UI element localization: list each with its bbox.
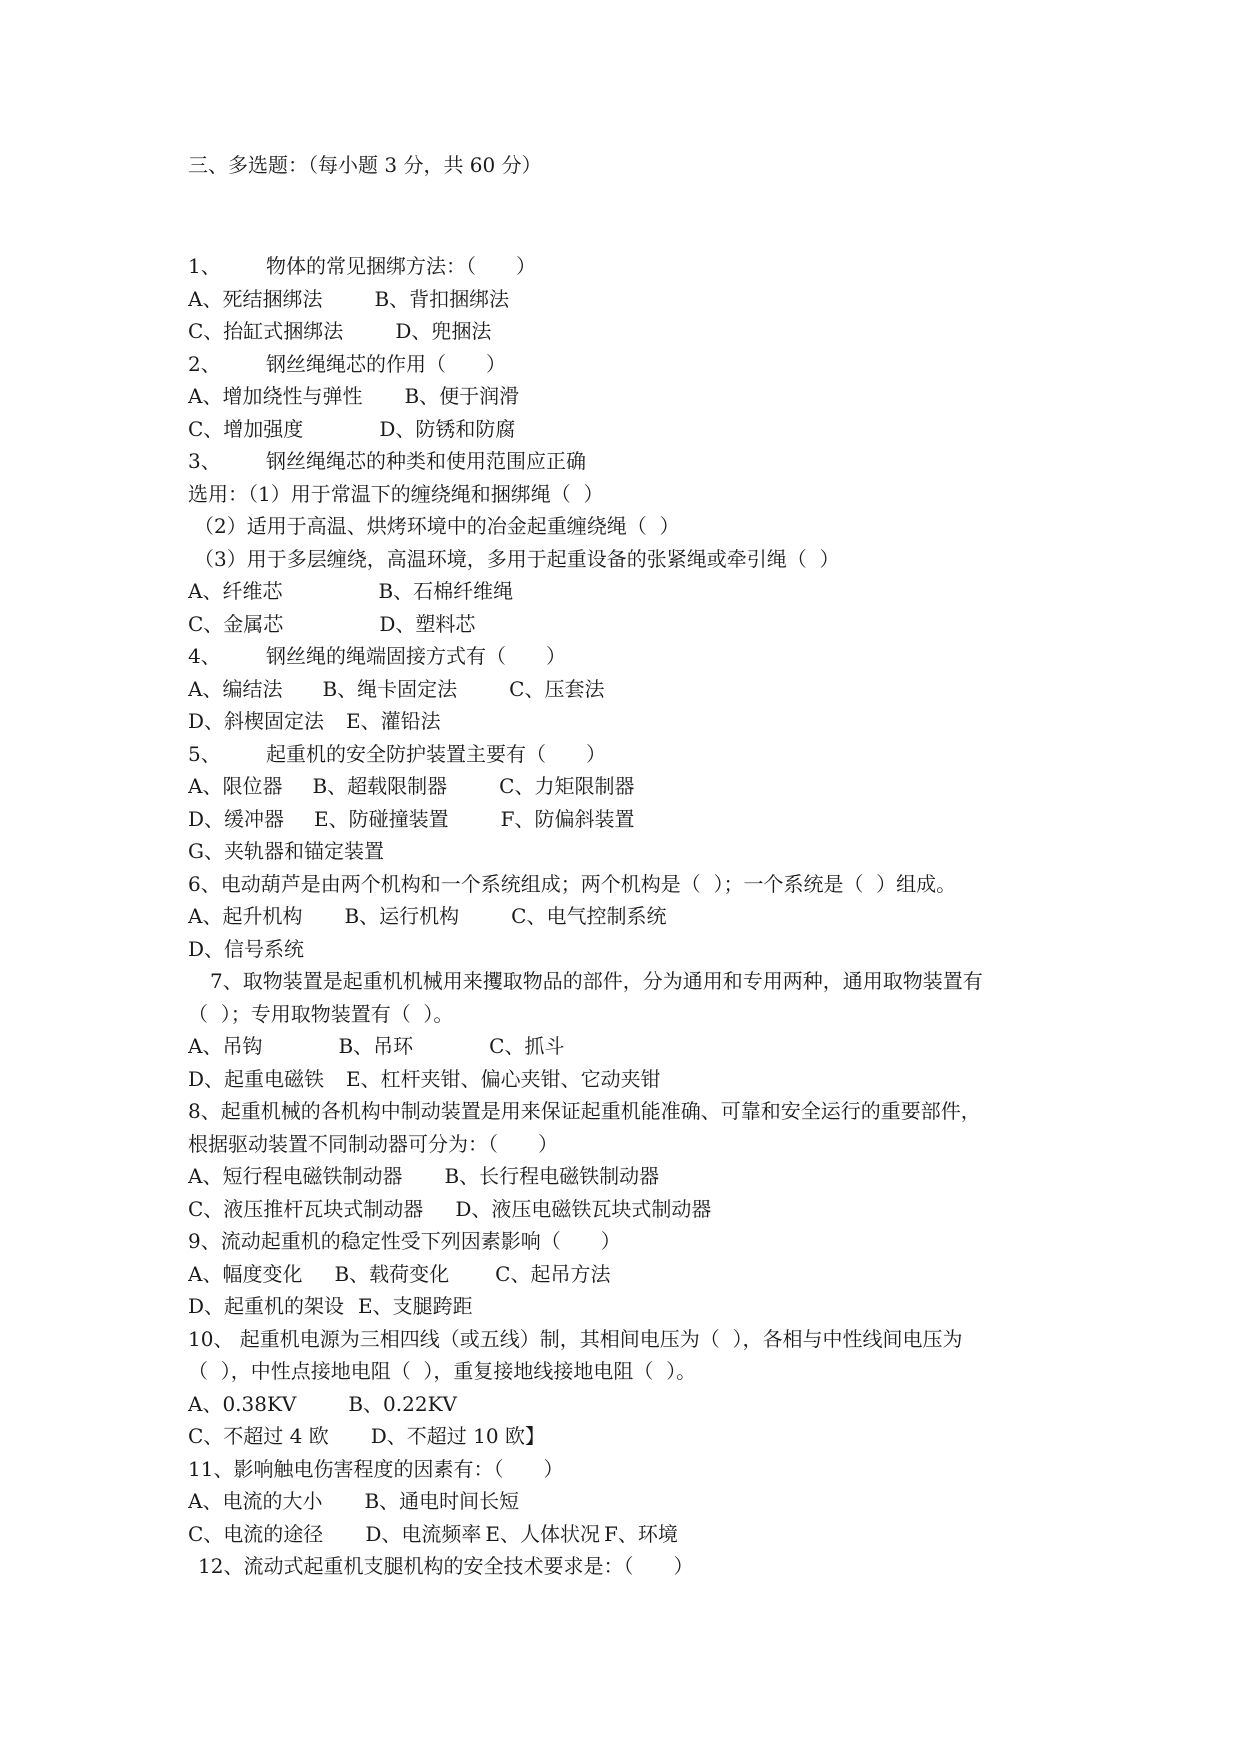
answer-option: D、缓冲器 xyxy=(188,806,285,831)
answer-option: D、塑料芯 xyxy=(379,611,476,636)
answer-options xyxy=(188,413,1068,446)
answer-option: D、电流频率 xyxy=(365,1521,482,1546)
question-text: 起重机的安全防护装置主要有（ ） xyxy=(266,741,606,766)
question-number: 3、 xyxy=(188,449,221,473)
answer-option: D、不超过 10 欧】 xyxy=(370,1424,545,1448)
answer-option: A、死结捆绑法 xyxy=(188,286,323,311)
answer-option: A、幅度变化 xyxy=(188,1261,303,1286)
text-line: 根据驱动装置不同制动器可分为：（ ） xyxy=(188,1131,558,1156)
answer-option: A、纤维芯 xyxy=(188,579,283,603)
answer-option: A、电流的大小 xyxy=(188,1489,323,1513)
answer-options xyxy=(188,575,1068,608)
question-stem xyxy=(188,738,1068,771)
answer-option: B、长行程电磁铁制动器 xyxy=(444,1164,660,1188)
answer-option: B、背扣捆绑法 xyxy=(374,286,510,311)
answer-options xyxy=(188,900,1068,933)
answer-option: E、支腿跨距 xyxy=(358,1294,473,1318)
answer-option: A、限位器 xyxy=(188,774,283,798)
text-line: 11、影响触电伤害程度的因素有：（ ） xyxy=(188,1456,564,1481)
answer-option: E、防碰撞装置 xyxy=(314,806,449,831)
question-text: 钢丝绳绳芯的作用（ ） xyxy=(266,351,506,376)
answer-options xyxy=(188,1518,1068,1551)
answer-options xyxy=(188,1160,1068,1193)
question-text: 物体的常见捆绑方法：（ ） xyxy=(266,254,536,278)
text-line: 8、起重机械的各机构中制动装置是用来保证起重机能准确、可靠和安全运行的重要部件， xyxy=(188,1099,981,1123)
answer-option: B、石棉纤维绳 xyxy=(378,579,514,603)
answer-options xyxy=(188,1030,1068,1063)
answer-options xyxy=(188,1258,1068,1291)
answer-options xyxy=(188,1420,1068,1453)
question-number: 1、 xyxy=(188,254,221,278)
answer-option: C、不超过 4 欧 xyxy=(188,1424,329,1448)
text-line: 选用：（1）用于常温下的缠绕绳和捆绑绳（ ） xyxy=(188,481,604,506)
question-text: 钢丝绳的绳端固接方式有（ ） xyxy=(266,644,566,668)
question-list xyxy=(188,250,1068,1583)
answer-options xyxy=(188,608,1068,641)
text-line: 7、取物装置是起重机机械用来攫取物品的部件，分为通用和专用两种，通用取物装置有 xyxy=(210,969,983,993)
answer-option: A、增加绕性与弹性 xyxy=(188,384,363,408)
question-number: 2、 xyxy=(188,351,221,376)
question-stem xyxy=(188,640,1068,673)
answer-option: C、电气控制系统 xyxy=(511,904,667,928)
answer-option: A、起升机构 xyxy=(188,904,303,928)
answer-options xyxy=(188,770,1068,803)
answer-option: C、电流的途径 xyxy=(188,1521,324,1546)
text-line: 10、 起重机电源为三相四线（或五线）制，其相间电压为（ ），各相与中性线间电压为 xyxy=(188,1326,963,1351)
answer-options xyxy=(188,1290,1068,1323)
answer-option: D、兜捆法 xyxy=(395,319,492,343)
question-number: 5、 xyxy=(188,741,221,766)
answer-option: C、起吊方法 xyxy=(495,1261,611,1286)
answer-option: D、液压电磁铁瓦块式制动器 xyxy=(455,1196,712,1221)
answer-options xyxy=(188,803,1068,836)
answer-option: C、压套法 xyxy=(509,676,605,701)
text-line: （3）用于多层缠绕，高温环境，多用于起重设备的张紧绳或牵引绳（ ） xyxy=(194,546,840,571)
answer-option: B、0.22KV xyxy=(348,1391,457,1416)
answer-option: E、人体状况 xyxy=(485,1521,600,1546)
text-line: 9、流动起重机的稳定性受下列因素影响（ ） xyxy=(188,1229,621,1253)
answer-option: D、起重机的架设 xyxy=(188,1294,345,1318)
answer-option: B、吊环 xyxy=(338,1034,414,1058)
answer-options xyxy=(188,283,1068,316)
answer-option: F、环境 xyxy=(603,1521,678,1546)
answer-option: C、抓斗 xyxy=(489,1034,565,1058)
answer-option: E、杠杆夹钳、偏心夹钳、它动夹钳 xyxy=(346,1066,661,1091)
section-heading: 三、多选题：（每小题 3 分，共 60 分） xyxy=(188,153,542,177)
answer-option: A、0.38KV xyxy=(188,1391,297,1416)
text-line: 6、电动葫芦是由两个机构和一个系统组成；两个机构是（ ）；一个系统是（ ）组成。 xyxy=(188,871,957,896)
answer-option: E、灌铅法 xyxy=(346,709,441,733)
answer-option: B、便于润滑 xyxy=(404,384,520,408)
answer-option: C、金属芯 xyxy=(188,611,284,636)
answer-option: C、液压推杆瓦块式制动器 xyxy=(188,1196,424,1221)
answer-options xyxy=(188,380,1068,413)
answer-option: C、增加强度 xyxy=(188,416,304,441)
text-line: （2）适用于高温、烘烤环境中的冶金起重缠绕绳（ ） xyxy=(194,514,680,538)
text-line: （ ），中性点接地电阻（ ），重复接地线接地电阻（ ）。 xyxy=(188,1359,697,1383)
answer-option: A、编结法 xyxy=(188,676,283,701)
text-line: G、夹轨器和锚定装置 xyxy=(188,839,384,863)
answer-options xyxy=(188,673,1068,706)
answer-options xyxy=(188,1388,1068,1421)
answer-option: B、超载限制器 xyxy=(312,774,448,798)
answer-options xyxy=(188,315,1068,348)
answer-options xyxy=(188,1063,1068,1096)
answer-option: D、起重电磁铁 xyxy=(188,1066,325,1091)
answer-option: D、防锈和防腐 xyxy=(379,416,516,441)
answer-option: B、通电时间长短 xyxy=(364,1489,520,1513)
question-stem xyxy=(188,445,1068,478)
answer-option: D、斜楔固定法 xyxy=(188,709,325,733)
answer-option: C、抬缸式捆绑法 xyxy=(188,319,344,343)
answer-option: B、载荷变化 xyxy=(334,1261,450,1286)
answer-options xyxy=(188,705,1068,738)
answer-option: B、绳卡固定法 xyxy=(322,676,458,701)
text-line: D、信号系统 xyxy=(188,936,305,961)
answer-option: A、短行程电磁铁制动器 xyxy=(188,1164,403,1188)
answer-option: A、吊钩 xyxy=(188,1034,263,1058)
answer-option: F、防偏斜装置 xyxy=(500,806,635,831)
question-number: 4、 xyxy=(188,644,221,668)
text-line: 12、流动式起重机支腿机构的安全技术要求是：（ ） xyxy=(198,1554,694,1578)
question-stem xyxy=(188,348,1068,381)
answer-options xyxy=(188,1485,1068,1518)
answer-option: C、力矩限制器 xyxy=(499,774,635,798)
question-text: 钢丝绳绳芯的种类和使用范围应正确 xyxy=(266,449,586,473)
question-stem xyxy=(188,250,1068,283)
answer-options xyxy=(188,1193,1068,1226)
text-line: （ ）；专用取物装置有（ ）。 xyxy=(188,1001,454,1026)
answer-option: B、运行机构 xyxy=(344,904,460,928)
